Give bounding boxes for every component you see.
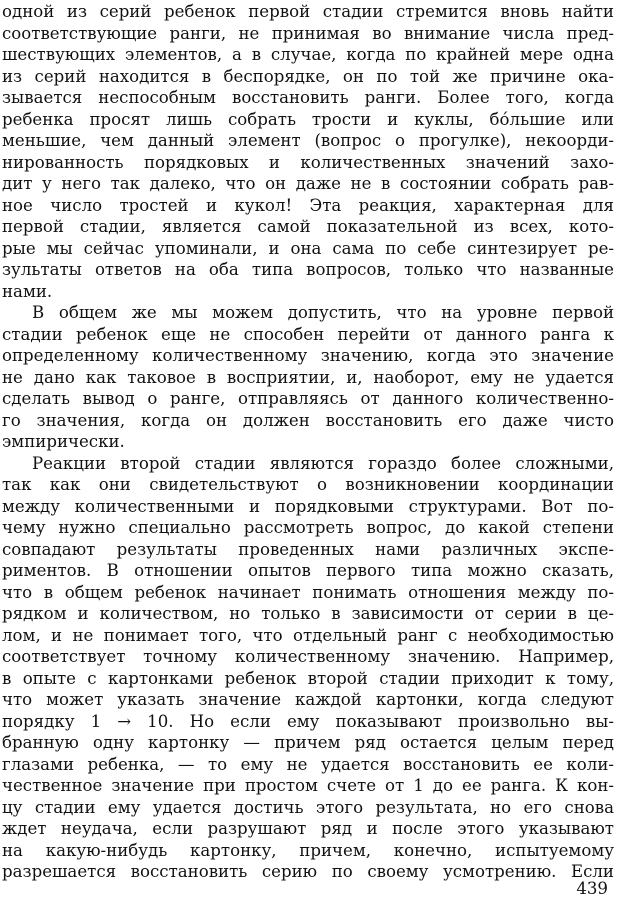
text-line: одной из серий ребенок первой стадии стремится вновь найти bbox=[2, 2, 614, 21]
text-line: соответствующие ранги, не принимая во внимание числа пред- bbox=[2, 23, 614, 43]
text-line: ждет неудача, если разрушают ряд и после этого указывают bbox=[2, 819, 614, 838]
text-line: между количественными и порядковыми структурами. Вот по- bbox=[2, 496, 614, 516]
text-line: в опыте с картонками ребенок второй стадии приходит к тому, bbox=[2, 668, 614, 688]
text-line: соответствует точному количественному значению. Например, bbox=[2, 647, 614, 666]
text-line: рые мы сейчас упоминали, и она сама по себе синтезирует ре- bbox=[2, 238, 614, 258]
text-line: шествующих элементов, а в случае, когда по крайней мере одна bbox=[2, 45, 614, 64]
text-line: эмпирически. bbox=[2, 432, 125, 451]
text-line: на какую-нибудь картонку, причем, конечно, испытуемому bbox=[2, 840, 614, 860]
text-line: В общем же мы можем допустить, что на уровне первой bbox=[32, 303, 614, 322]
text-line: чему нужно специально рассмотреть вопрос, до какой степени bbox=[2, 518, 614, 537]
text-line: сделать вывод о ранге, отправляясь от данного количественно- bbox=[2, 389, 614, 408]
text-line: не дано как таковое в восприятии, и, наоборот, ему не удается bbox=[2, 367, 614, 387]
text-line: нами. bbox=[2, 281, 53, 301]
text-line: стадии ребенок еще не способен перейти от данного ранга к bbox=[2, 324, 614, 344]
document-page bbox=[2, 0, 614, 910]
text-line: зультаты ответов на оба типа вопросов, только что названные bbox=[2, 260, 614, 279]
text-line: лом, и не понимает того, что отдельный ранг с необходимостью bbox=[2, 625, 614, 645]
text-line: порядку 1 → 10. Но если ему показывают произвольно вы- bbox=[2, 711, 614, 731]
text-line: го значения, когда он должен восстановить его даже чисто bbox=[2, 410, 614, 430]
text-line: разрешается восстановить серию по своему усмотрению. Если bbox=[2, 862, 614, 881]
text-line: так как они свидетельствуют о возникновении координации bbox=[2, 475, 614, 494]
text-line: определенному количественному значению, когда это значение bbox=[2, 346, 614, 365]
text-line: первой стадии, является самой показательной из всех, кото- bbox=[2, 217, 614, 236]
text-line: что может указать значение каждой картонки, когда следуют bbox=[2, 690, 614, 709]
text-line: чественное значение при простом счете от 1 до ее ранга. К кон- bbox=[2, 776, 614, 795]
text-line: риментов. В отношении опытов первого типа можно сказать, bbox=[2, 561, 614, 580]
text-line: нированность порядковых и количественных значений захо- bbox=[2, 152, 614, 172]
text-line: дит у него так далеко, что он даже не в состоянии собрать рав- bbox=[2, 174, 614, 193]
text-line: ное число тростей и кукол! Эта реакция, характерная для bbox=[2, 195, 614, 215]
text-line: ребенка просят лишь собрать трости и куклы, бо́льшие или bbox=[2, 109, 614, 129]
page-number: 439 bbox=[576, 879, 608, 898]
text-line: зывается неспособным восстановить ранги. Более того, когда bbox=[2, 88, 614, 107]
text-line: глазами ребенка, — то ему не удается восстановить ее коли- bbox=[2, 754, 614, 774]
text-line: из серий находится в беспорядке, он по той же причине ока- bbox=[2, 66, 614, 86]
text-line: Реакции второй стадии являются гораздо более сложными, bbox=[32, 453, 614, 473]
text-line: бранную одну картонку — причем ряд остается целым перед bbox=[2, 733, 614, 752]
text-line: цу стадии ему удается достичь этого результата, но его снова bbox=[2, 797, 614, 817]
text-line: рядком и количеством, но только в зависимости от серии в це- bbox=[2, 604, 614, 623]
text-line: что в общем ребенок начинает понимать отношения между по- bbox=[2, 582, 614, 602]
text-line: совпадают результаты проведенных нами различных экспе- bbox=[2, 539, 614, 559]
text-line: меньшие, чем данный элемент (вопрос о прогулке), некоорди- bbox=[2, 131, 614, 150]
